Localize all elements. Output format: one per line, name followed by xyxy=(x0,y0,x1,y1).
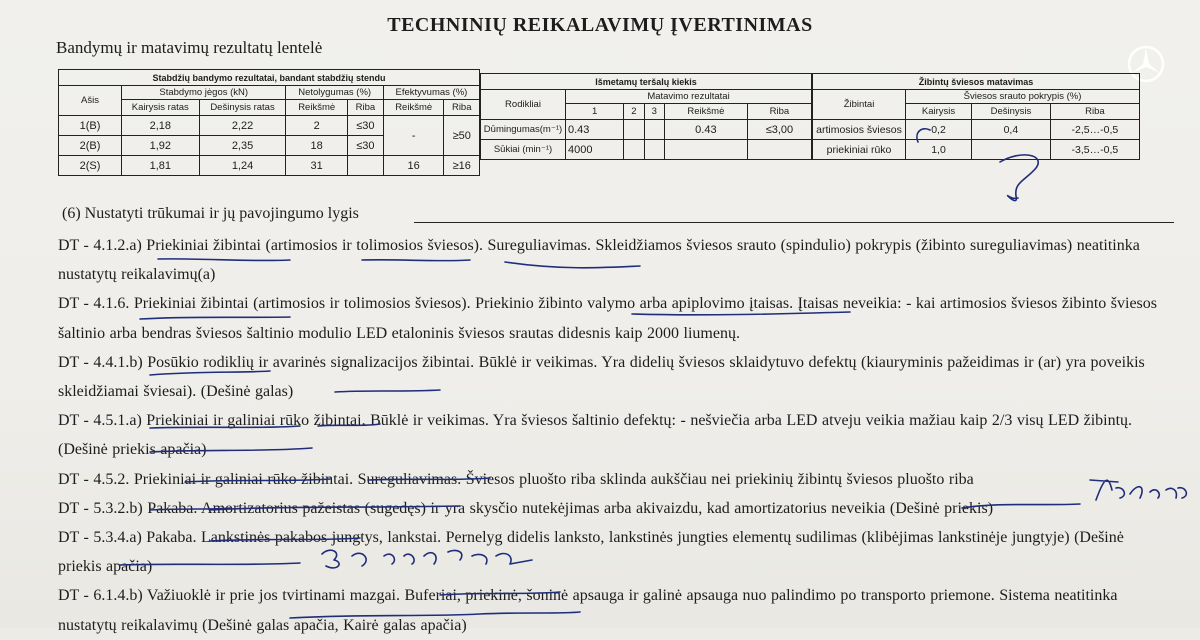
cell-value: 31 xyxy=(286,156,347,176)
lights-table-title: Žibintų šviesos matavimas xyxy=(813,74,1140,90)
group-efficiency: Efektyvumas (%) xyxy=(383,86,479,100)
col-right: Dešinysis xyxy=(972,104,1051,120)
defect-item: DT - 5.3.2.b) Pakaba. Amortizatorius pažeistas (sugedęs) ir yra skysčio nutekėjimas arba akivaizdu, kad amortizatorius neveikia (Dešinė priekis) xyxy=(58,499,994,517)
cell-left: 0,2 xyxy=(906,120,972,140)
defects-list xyxy=(58,231,1168,640)
ink-question-mark xyxy=(1000,155,1038,201)
col-lamps: Žibintai xyxy=(813,90,906,120)
col-value: Reikšmė xyxy=(664,104,747,120)
table-row xyxy=(59,156,480,176)
defect-item: DT - 4.4.1.b) Posūkio rodiklių ir avarinės signalizacijos žibintai. Būklė ir veikimas. Yra didelių šviesos sklaidytuvo defektų (kiauryminis pažeidimas ir (ar) yra poveikis skleidžiamai šviesai). (Dešinė galas) xyxy=(58,353,1145,401)
cell-lamp: priekiniai rūko xyxy=(813,140,906,160)
page-title: TECHNINIŲ REIKALAVIMŲ ĮVERTINIMAS xyxy=(387,14,813,36)
cell-eff-limit: ≥16 xyxy=(444,156,480,176)
cell-m3 xyxy=(644,140,664,160)
group-unevenness: Netolygumas (%) xyxy=(286,86,383,100)
defect-item: DT - 5.3.4.a) Pakaba. Lankstinės pakabos jungtys, lankstai. Pernelyg didelis lanksto, lankstinės jungties elementų sudilimas (klibėjimas lankstinėje jungtyje) (Dešinė priekis apačia) xyxy=(58,529,1124,576)
cell-m1: 4000 xyxy=(566,140,624,160)
heading-rule xyxy=(414,222,1174,223)
cell-eff-value: 16 xyxy=(383,156,444,176)
cell-left: 1,92 xyxy=(122,136,200,156)
cell-right xyxy=(972,140,1051,160)
cell-value xyxy=(664,140,747,160)
cell-limit xyxy=(347,156,383,176)
table-row xyxy=(481,140,812,160)
cell-indicator: Sūkiai (min⁻¹) xyxy=(481,140,566,160)
defect-item: DT - 6.1.4.b) Važiuoklė ir prie jos tvirtinami mazgai. Buferiai, priekinė, šoninė apsauga ir galinė apsauga nuo palindimo po transporto priemone. Sistema neatitinka nustatytų reikalavimų (Dešinė galas apačia, Kairė galas apačia) xyxy=(58,587,1118,634)
col-uneven-limit: Riba xyxy=(347,100,383,116)
cell-right: 0,4 xyxy=(972,120,1051,140)
cell-value: 0.43 xyxy=(664,120,747,140)
col-right-wheel: Dešinysis ratas xyxy=(199,100,286,116)
cell-left: 1,0 xyxy=(906,140,972,160)
col-m1: 1 xyxy=(566,104,624,120)
cell-limit: -3,5…-0,5 xyxy=(1050,140,1139,160)
cell-eff-value: - xyxy=(383,116,444,156)
cell-right: 1,24 xyxy=(199,156,286,176)
cell-limit: ≤30 xyxy=(347,136,383,156)
cell-axis: 2(S) xyxy=(59,156,122,176)
cell-m3 xyxy=(644,120,664,140)
col-m3: 3 xyxy=(644,104,664,120)
cell-value: 2 xyxy=(286,116,347,136)
cell-limit: -2,5…-0,5 xyxy=(1050,120,1139,140)
col-left: Kairysis xyxy=(906,104,972,120)
cell-limit: ≤3,00 xyxy=(747,120,811,140)
table-row xyxy=(813,140,1140,160)
table-row xyxy=(59,116,480,136)
cell-right: 2,22 xyxy=(199,116,286,136)
cell-limit: ≤30 xyxy=(347,116,383,136)
cell-lamp: artimosios šviesos xyxy=(813,120,906,140)
table-row xyxy=(481,120,812,140)
defect-item: DT - 4.1.2.a) Priekiniai žibintai (artimosios ir tolimosios šviesos). Sureguliavimas. Skleidžiamos šviesos srauto (spindulio) pokrypis (žibinto sureguliavimas) neatitinka nustatytų reikalavimų(a) xyxy=(58,237,1140,284)
group-brake-force: Stabdymo jėgos (kN) xyxy=(122,86,286,100)
emission-table-title: Išmetamų teršalų kiekis xyxy=(481,74,812,90)
page-subtitle: Bandymų ir matavimų rezultatų lentelė xyxy=(56,38,323,57)
col-eff-value: Reikšmė xyxy=(383,100,444,116)
defect-item: DT - 4.5.2. Priekiniai ir galiniai rūko žibintai. Sureguliavimas. Šviesos pluošto riba sklinda aukščiau nei priekinių žibintų šviesos pluošto riba xyxy=(58,470,974,488)
col-uneven-value: Reikšmė xyxy=(286,100,347,116)
cell-axis: 2(B) xyxy=(59,136,122,156)
brake-table-title: Stabdžių bandymo rezultatai, bandant stabdžių stendu xyxy=(59,70,480,86)
defect-item: DT - 4.5.1.a) Priekiniai ir galiniai rūko žibintai. Būklė ir veikimas. Yra šviesos šaltinio defektų: - nešviečia arba LED atveju veikia mažiau kaip 2/3 visų LED žibintų. (Dešinė priekis apačia) xyxy=(58,412,1133,459)
section-heading: (6) Nustatyti trūkumai ir jų pavojingumo lygis xyxy=(62,205,359,222)
cell-m2 xyxy=(624,140,644,160)
cell-right: 2,35 xyxy=(199,136,286,156)
group-measure-results: Matavimo rezultatai xyxy=(566,90,812,104)
col-axis: Ašis xyxy=(59,86,122,116)
cell-limit xyxy=(747,140,811,160)
group-light-tilt: Šviesos srauto pokrypis (%) xyxy=(906,90,1140,104)
table-row xyxy=(813,120,1140,140)
brake-test-table xyxy=(58,69,480,176)
emission-table xyxy=(480,73,812,160)
col-limit: Riba xyxy=(1050,104,1139,120)
cell-left: 1,81 xyxy=(122,156,200,176)
cell-left: 2,18 xyxy=(122,116,200,136)
defect-item: DT - 4.1.6. Priekiniai žibintai (artimosios ir tolimosios šviesos). Priekinio žibinto valymo arba apiplovimo įtaisas. Įtaisas neveikia: - kai artimosios šviesos žibinto šviesos šaltinio arba bendras šviesos šaltinio modulio LED etaloninis šviesos srautas didesnis kaip 2000 liumenų. xyxy=(58,295,1158,342)
cell-value: 18 xyxy=(286,136,347,156)
col-indicators: Rodikliai xyxy=(481,90,566,120)
lights-table xyxy=(812,73,1140,160)
cell-m2 xyxy=(624,120,644,140)
cell-m1: 0.43 xyxy=(566,120,624,140)
cell-axis: 1(B) xyxy=(59,116,122,136)
cell-eff-limit: ≥50 xyxy=(444,116,480,156)
col-limit: Riba xyxy=(747,104,811,120)
cell-indicator: Dūmingumas(m⁻¹) xyxy=(481,120,566,140)
col-eff-limit: Riba xyxy=(444,100,480,116)
col-left-wheel: Kairysis ratas xyxy=(122,100,200,116)
col-m2: 2 xyxy=(624,104,644,120)
